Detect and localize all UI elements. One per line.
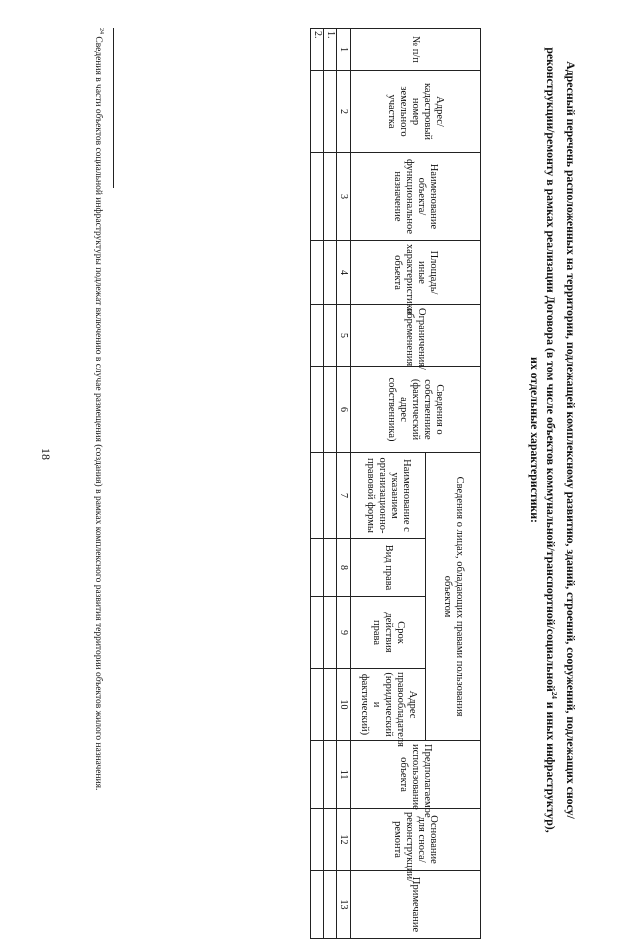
column-number: 10 [337, 669, 351, 741]
table-cell [311, 453, 324, 539]
title-tail: и иных инфраструктур), их отдельные характеристики: [528, 357, 559, 833]
footnote-divider [113, 28, 114, 188]
column-number: 12 [337, 809, 351, 871]
table-cell [311, 741, 324, 809]
table-cell [324, 741, 337, 809]
table-cell [324, 153, 337, 241]
header-col-12: Основание для сноса/ реконструкции/ ремонта [351, 809, 481, 871]
footnote [92, 28, 107, 828]
column-number: 5 [337, 305, 351, 367]
header-col-7: Наименование с указанием организационно-правовой формы [351, 453, 426, 539]
header-col-5: Ограничения/ обременения [351, 305, 481, 367]
header-col-6: Сведения о собственнике (фактический адрес собственника) [351, 367, 481, 453]
column-number: 3 [337, 153, 351, 241]
table-cell [324, 305, 337, 367]
footnote-text: Сведения в части объектов социальной инфраструктуры подлежат включению в случае размещения (создания) в рамках комплексного развития территории объектов жилого назначения. [92, 34, 103, 791]
column-number: 2 [337, 71, 351, 153]
title-text: Адресный перечень расположенных на территории, подлежащей комплексному развитию, зданий, строений, сооружений, подлежащих сносу/реконструкции/ремонту в рамках реализации Договора (в том числе объектов коммунальной/транспортной/социальной [544, 47, 578, 819]
header-col-4: Площадь/иные характеристики объекта [351, 241, 481, 305]
table-cell [324, 367, 337, 453]
table-cell [324, 539, 337, 597]
row-number: 1. [324, 29, 337, 71]
table-row [311, 29, 324, 939]
column-number: 7 [337, 453, 351, 539]
address-table [310, 28, 481, 939]
table-cell [311, 669, 324, 741]
header-col-1: № п/п [351, 29, 481, 71]
header-rights-group: Сведения о лицах, обладающих правами пользования объектом [426, 453, 481, 741]
page-number: 18 [39, 448, 53, 460]
rotated-content [47, 20, 607, 933]
table-cell [324, 453, 337, 539]
header-col-13: Примечание [351, 871, 481, 939]
row-number: 2. [311, 29, 324, 71]
table-row [324, 29, 337, 939]
document-title [527, 40, 579, 840]
table-cell [311, 241, 324, 305]
table-cell [311, 305, 324, 367]
table-cell [324, 669, 337, 741]
column-number: 11 [337, 741, 351, 809]
table-cell [324, 241, 337, 305]
table-cell [324, 71, 337, 153]
table-cell [311, 809, 324, 871]
header-col-2: Адрес/ кадастровый номер земельного участка [351, 71, 481, 153]
column-number: 4 [337, 241, 351, 305]
header-col-3: Наименование объекта/ функциональное назначение [351, 153, 481, 241]
header-col-10: Адрес правообладателя (юридический и фактический) [351, 669, 426, 741]
column-number: 1 [337, 29, 351, 71]
table-cell [324, 597, 337, 669]
table-cell [311, 71, 324, 153]
footnote-marker: 24 [98, 28, 104, 34]
table-cell [324, 809, 337, 871]
table-cell [311, 597, 324, 669]
table-cell [311, 539, 324, 597]
column-number: 6 [337, 367, 351, 453]
header-row-top [426, 29, 481, 939]
header-col-8: Вид права [351, 539, 426, 597]
title-footnote-ref: 24 [550, 691, 559, 699]
header-col-9: Срок действия права [351, 597, 426, 669]
table-cell [311, 367, 324, 453]
column-number-row [337, 29, 351, 939]
column-number: 13 [337, 871, 351, 939]
column-number: 9 [337, 597, 351, 669]
table-cell [311, 153, 324, 241]
header-col-11: Предполагаемое использование объекта [351, 741, 481, 809]
column-number: 8 [337, 539, 351, 597]
